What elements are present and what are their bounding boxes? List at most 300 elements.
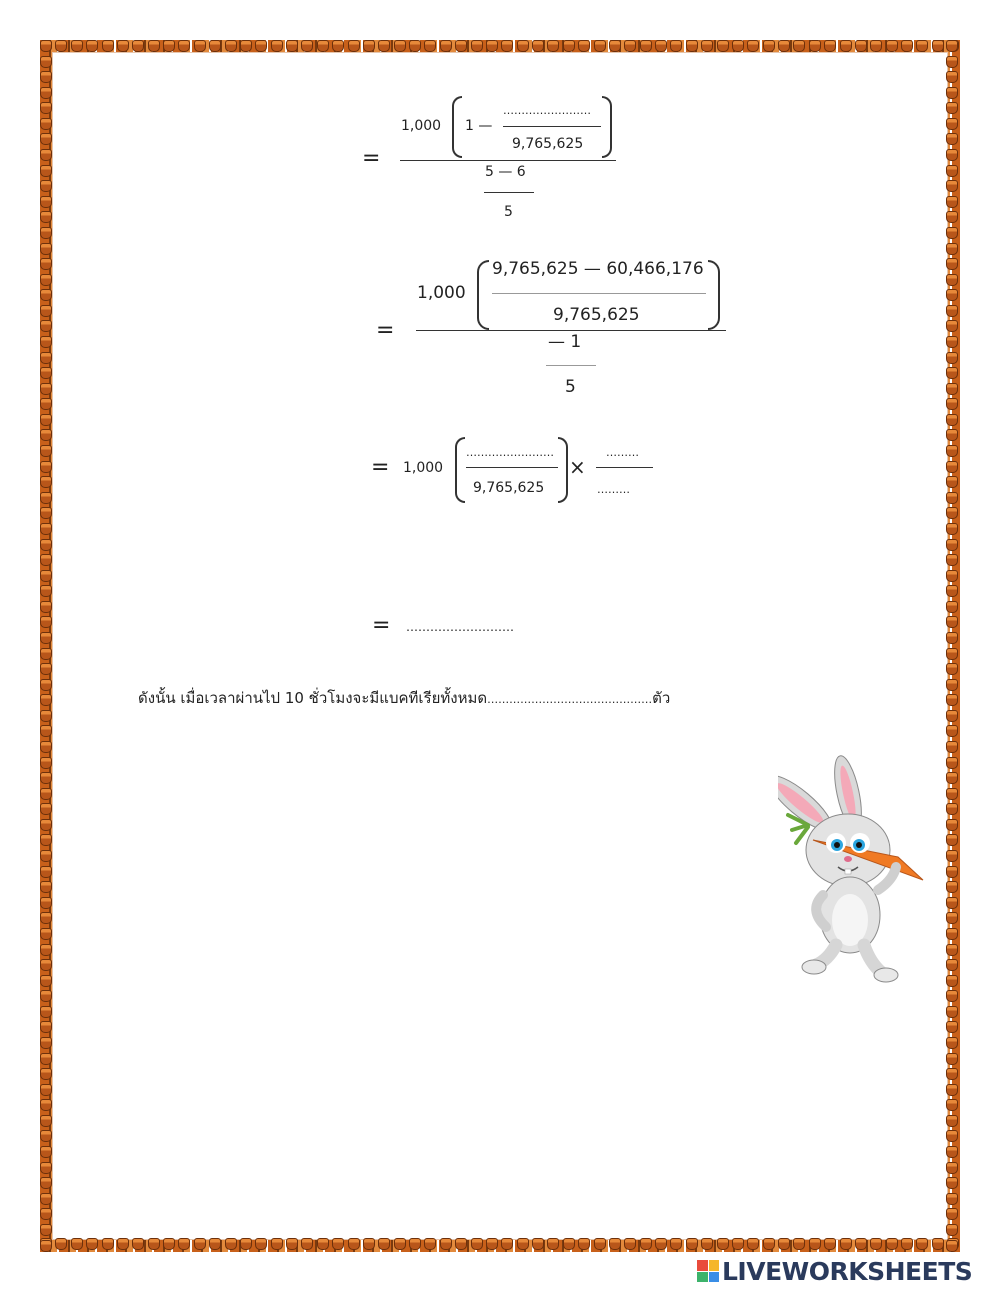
flower-pot-icon xyxy=(578,1238,590,1250)
equals-sign: = xyxy=(371,455,390,480)
flower-pot-icon xyxy=(40,305,52,317)
page-border-inner xyxy=(52,52,948,1240)
flower-pot-icon xyxy=(40,1130,52,1142)
flower-pot-icon xyxy=(40,367,52,379)
flower-pot-icon xyxy=(946,539,958,551)
flower-pot-icon xyxy=(40,274,52,286)
flower-pot-icon xyxy=(348,1238,360,1250)
flower-pot-icon xyxy=(40,383,52,395)
flower-pot-icon xyxy=(747,1238,759,1250)
flower-pot-icon xyxy=(40,679,52,691)
flower-pot-icon xyxy=(40,1162,52,1174)
flower-pot-icon xyxy=(609,1238,621,1250)
flower-pot-icon xyxy=(686,40,698,52)
flower-pot-icon xyxy=(40,87,52,99)
flower-pot-icon xyxy=(946,819,958,831)
times-sign: × xyxy=(569,455,586,479)
liveworksheets-logo[interactable] xyxy=(697,1258,972,1284)
flower-pot-icon xyxy=(946,352,958,364)
flower-pot-icon xyxy=(194,1238,206,1250)
flower-pot-icon xyxy=(40,165,52,177)
flower-pot-icon xyxy=(40,539,52,551)
flower-pot-icon xyxy=(471,1238,483,1250)
flower-pot-icon xyxy=(40,616,52,628)
logo-squares-icon xyxy=(697,1260,719,1282)
multiplier-numerator-blank[interactable]: ……… xyxy=(606,446,639,459)
flower-pot-icon xyxy=(40,1193,52,1205)
flower-pot-icon xyxy=(40,398,52,410)
flower-pot-icon xyxy=(394,1238,406,1250)
coefficient: 1,000 xyxy=(401,118,442,134)
flower-pot-icon xyxy=(455,1238,467,1250)
flower-pot-icon xyxy=(946,180,958,192)
border-left-pots xyxy=(40,40,54,1252)
flower-pot-icon xyxy=(946,243,958,255)
flower-pot-icon xyxy=(117,40,129,52)
flower-pot-icon xyxy=(946,1193,958,1205)
flower-pot-icon xyxy=(40,585,52,597)
flower-pot-icon xyxy=(40,352,52,364)
flower-pot-icon xyxy=(946,772,958,784)
flower-pot-icon xyxy=(455,40,467,52)
flower-pot-icon xyxy=(440,1238,452,1250)
flower-pot-icon xyxy=(701,1238,713,1250)
flower-pot-icon xyxy=(886,1238,898,1250)
flower-pot-icon xyxy=(40,694,52,706)
flower-pot-icon xyxy=(40,772,52,784)
flower-pot-icon xyxy=(40,429,52,441)
flower-pot-icon xyxy=(946,1115,958,1127)
flower-pot-icon xyxy=(40,180,52,192)
multiplier-fraction-bar xyxy=(596,467,653,468)
flower-pot-icon xyxy=(209,1238,221,1250)
flower-pot-icon xyxy=(946,165,958,177)
border-top-pots xyxy=(40,40,960,54)
flower-pot-icon xyxy=(40,1021,52,1033)
flower-pot-icon xyxy=(763,1238,775,1250)
conclusion-answer-blank[interactable]: ……………………………………… xyxy=(487,693,653,706)
flower-pot-icon xyxy=(40,414,52,426)
flower-pot-icon xyxy=(670,1238,682,1250)
flower-pot-icon xyxy=(394,40,406,52)
flower-pot-icon xyxy=(578,40,590,52)
flower-pot-icon xyxy=(946,1006,958,1018)
flower-pot-icon xyxy=(946,71,958,83)
flower-pot-icon xyxy=(946,1068,958,1080)
flower-pot-icon xyxy=(946,367,958,379)
brand-name: LIVEWORKSHEETS xyxy=(722,1256,973,1286)
flower-pot-icon xyxy=(946,461,958,473)
flower-pot-icon xyxy=(901,1238,913,1250)
flower-pot-icon xyxy=(946,523,958,535)
flower-pot-icon xyxy=(901,40,913,52)
fraction-bar xyxy=(492,293,706,294)
flower-pot-icon xyxy=(870,1238,882,1250)
flower-pot-icon xyxy=(946,56,958,68)
flower-pot-icon xyxy=(946,1099,958,1111)
flower-pot-icon xyxy=(532,1238,544,1250)
flower-pot-icon xyxy=(40,118,52,130)
flower-pot-icon xyxy=(946,1177,958,1189)
flower-pot-icon xyxy=(40,834,52,846)
flower-pot-icon xyxy=(271,40,283,52)
flower-pot-icon xyxy=(40,1099,52,1111)
flower-pot-icon xyxy=(517,1238,529,1250)
flower-pot-icon xyxy=(378,40,390,52)
flower-pot-icon xyxy=(40,1177,52,1189)
flower-pot-icon xyxy=(624,1238,636,1250)
flower-pot-icon xyxy=(178,1238,190,1250)
fraction-bar xyxy=(466,467,558,468)
flower-pot-icon xyxy=(71,1238,83,1250)
flower-pot-icon xyxy=(40,1084,52,1096)
flower-pot-icon xyxy=(946,866,958,878)
flower-pot-icon xyxy=(946,149,958,161)
flower-pot-icon xyxy=(40,725,52,737)
flower-pot-icon xyxy=(946,1037,958,1049)
flower-pot-icon xyxy=(409,40,421,52)
flower-pot-icon xyxy=(378,1238,390,1250)
flower-pot-icon xyxy=(255,1238,267,1250)
flower-pot-icon xyxy=(778,40,790,52)
flower-pot-icon xyxy=(55,1238,67,1250)
denominator: 9,765,625 xyxy=(473,480,545,496)
flower-pot-icon xyxy=(946,492,958,504)
flower-pot-icon xyxy=(40,959,52,971)
answer-blank[interactable]: …………………… xyxy=(466,446,554,459)
flower-pot-icon xyxy=(332,40,344,52)
flower-pot-icon xyxy=(363,1238,375,1250)
flower-pot-icon xyxy=(809,1238,821,1250)
flower-pot-icon xyxy=(946,289,958,301)
flower-pot-icon xyxy=(40,1053,52,1065)
conclusion-sentence xyxy=(138,686,670,710)
flower-pot-icon xyxy=(946,912,958,924)
flower-pot-icon xyxy=(778,1238,790,1250)
flower-pot-icon xyxy=(655,1238,667,1250)
flower-pot-icon xyxy=(440,40,452,52)
denominator: 9,765,625 xyxy=(553,305,640,325)
flower-pot-icon xyxy=(40,741,52,753)
flower-pot-icon xyxy=(886,40,898,52)
flower-pot-icon xyxy=(946,320,958,332)
flower-pot-icon xyxy=(946,959,958,971)
flower-pot-icon xyxy=(40,975,52,987)
flower-pot-icon xyxy=(594,1238,606,1250)
flower-pot-icon xyxy=(40,570,52,582)
flower-pot-icon xyxy=(946,601,958,613)
flower-pot-icon xyxy=(732,40,744,52)
left-parenthesis xyxy=(455,437,465,503)
flower-pot-icon xyxy=(40,1208,52,1220)
flower-pot-icon xyxy=(946,554,958,566)
flower-pot-icon xyxy=(946,725,958,737)
flower-pot-icon xyxy=(824,40,836,52)
flower-pot-icon xyxy=(946,102,958,114)
flower-pot-icon xyxy=(946,1084,958,1096)
flower-pot-icon xyxy=(286,40,298,52)
flower-pot-icon xyxy=(747,40,759,52)
flower-pot-icon xyxy=(40,243,52,255)
flower-pot-icon xyxy=(86,40,98,52)
equals-sign: = xyxy=(376,318,395,343)
flower-pot-icon xyxy=(40,71,52,83)
flower-pot-icon xyxy=(946,1130,958,1142)
flower-pot-icon xyxy=(40,258,52,270)
flower-pot-icon xyxy=(501,1238,513,1250)
flower-pot-icon xyxy=(40,102,52,114)
flower-pot-icon xyxy=(86,1238,98,1250)
flower-pot-icon xyxy=(640,1238,652,1250)
flower-pot-icon xyxy=(240,40,252,52)
flower-pot-icon xyxy=(946,336,958,348)
flower-pot-icon xyxy=(332,1238,344,1250)
flower-pot-icon xyxy=(117,1238,129,1250)
bottom-denominator: 5 xyxy=(504,204,513,220)
flower-pot-icon xyxy=(594,40,606,52)
flower-pot-icon xyxy=(946,227,958,239)
flower-pot-icon xyxy=(946,445,958,457)
flower-pot-icon xyxy=(946,1146,958,1158)
flower-pot-icon xyxy=(40,897,52,909)
flower-pot-icon xyxy=(40,632,52,644)
one-minus: 1 — xyxy=(465,118,493,134)
flower-pot-icon xyxy=(946,87,958,99)
flower-pot-icon xyxy=(240,1238,252,1250)
flower-pot-icon xyxy=(946,616,958,628)
flower-pot-icon xyxy=(40,663,52,675)
bottom-numerator: — 1 xyxy=(548,332,582,352)
conclusion-unit: ตัว xyxy=(652,689,671,707)
flower-pot-icon xyxy=(717,1238,729,1250)
flower-pot-icon xyxy=(486,40,498,52)
flower-pot-icon xyxy=(855,1238,867,1250)
final-answer-blank[interactable]: ……………………… xyxy=(406,620,514,634)
bottom-denominator: 5 xyxy=(565,377,576,397)
flower-pot-icon xyxy=(194,40,206,52)
multiplier-denominator-blank[interactable]: ……… xyxy=(597,483,630,496)
flower-pot-icon xyxy=(40,227,52,239)
flower-pot-icon xyxy=(40,990,52,1002)
flower-pot-icon xyxy=(40,710,52,722)
left-parenthesis xyxy=(452,96,462,158)
flower-pot-icon xyxy=(40,850,52,862)
flower-pot-icon xyxy=(40,1006,52,1018)
denominator: 9,765,625 xyxy=(512,136,584,152)
flower-pot-icon xyxy=(932,1238,944,1250)
flower-pot-icon xyxy=(40,336,52,348)
flower-pot-icon xyxy=(870,40,882,52)
flower-pot-icon xyxy=(946,570,958,582)
flower-pot-icon xyxy=(40,40,52,52)
flower-pot-icon xyxy=(163,40,175,52)
flower-pot-icon xyxy=(670,40,682,52)
flower-pot-icon xyxy=(563,40,575,52)
flower-pot-icon xyxy=(40,1115,52,1127)
rabbit-with-carrot-icon xyxy=(778,755,933,985)
flower-pot-icon xyxy=(946,1208,958,1220)
flower-pot-icon xyxy=(609,40,621,52)
flower-pot-icon xyxy=(946,803,958,815)
numerator: 9,765,625 — 60,466,176 xyxy=(492,259,704,279)
flower-pot-icon xyxy=(40,554,52,566)
flower-pot-icon xyxy=(40,757,52,769)
flower-pot-icon xyxy=(40,1240,52,1252)
flower-pot-icon xyxy=(624,40,636,52)
flower-pot-icon xyxy=(946,710,958,722)
flower-pot-icon xyxy=(40,819,52,831)
flower-pot-icon xyxy=(40,320,52,332)
flower-pot-icon xyxy=(40,1068,52,1080)
flower-pot-icon xyxy=(40,944,52,956)
flower-pot-icon xyxy=(717,40,729,52)
conclusion-text: ดังนั้น เมื่อเวลาผ่านไป 10 ชั่วโมงจะมีแบคทีเรียทั้งหมด xyxy=(138,689,488,707)
flower-pot-icon xyxy=(40,881,52,893)
flower-pot-icon xyxy=(40,289,52,301)
flower-pot-icon xyxy=(532,40,544,52)
flower-pot-icon xyxy=(40,445,52,457)
main-fraction-bar xyxy=(416,330,726,331)
flower-pot-icon xyxy=(501,40,513,52)
flower-pot-icon xyxy=(946,1021,958,1033)
flower-pot-icon xyxy=(271,1238,283,1250)
flower-pot-icon xyxy=(946,975,958,987)
coefficient: 1,000 xyxy=(403,460,444,476)
flower-pot-icon xyxy=(102,1238,114,1250)
flower-pot-icon xyxy=(946,211,958,223)
flower-pot-icon xyxy=(132,1238,144,1250)
equals-sign: = xyxy=(372,613,391,638)
flower-pot-icon xyxy=(946,1162,958,1174)
flower-pot-icon xyxy=(946,757,958,769)
left-parenthesis xyxy=(477,260,489,330)
flower-pot-icon xyxy=(932,40,944,52)
flower-pot-icon xyxy=(946,305,958,317)
flower-pot-icon xyxy=(855,40,867,52)
flower-pot-icon xyxy=(732,1238,744,1250)
flower-pot-icon xyxy=(55,40,67,52)
flower-pot-icon xyxy=(40,149,52,161)
flower-pot-icon xyxy=(946,881,958,893)
flower-pot-icon xyxy=(163,1238,175,1250)
flower-pot-icon xyxy=(471,40,483,52)
flower-pot-icon xyxy=(301,40,313,52)
flower-pot-icon xyxy=(946,1224,958,1236)
flower-pot-icon xyxy=(946,648,958,660)
flower-pot-icon xyxy=(563,1238,575,1250)
right-parenthesis xyxy=(602,96,612,158)
fraction-bar xyxy=(503,126,601,127)
main-fraction-bar xyxy=(400,160,616,161)
bottom-numerator: 5 — 6 xyxy=(485,164,526,180)
flower-pot-icon xyxy=(946,834,958,846)
flower-pot-icon xyxy=(178,40,190,52)
flower-pot-icon xyxy=(40,912,52,924)
flower-pot-icon xyxy=(946,133,958,145)
flower-pot-icon xyxy=(348,40,360,52)
flower-pot-icon xyxy=(40,1146,52,1158)
flower-pot-icon xyxy=(301,1238,313,1250)
flower-pot-icon xyxy=(363,40,375,52)
flower-pot-icon xyxy=(946,679,958,691)
answer-blank[interactable]: …………………… xyxy=(503,104,591,117)
right-parenthesis xyxy=(558,437,568,503)
flower-pot-icon xyxy=(486,1238,498,1250)
flower-pot-icon xyxy=(40,803,52,815)
coefficient: 1,000 xyxy=(417,283,466,303)
flower-pot-icon xyxy=(40,507,52,519)
flower-pot-icon xyxy=(40,461,52,473)
flower-pot-icon xyxy=(40,211,52,223)
flower-pot-icon xyxy=(946,196,958,208)
flower-pot-icon xyxy=(286,1238,298,1250)
flower-pot-icon xyxy=(946,585,958,597)
flower-pot-icon xyxy=(946,897,958,909)
bottom-fraction-bar xyxy=(546,365,596,366)
flower-pot-icon xyxy=(840,40,852,52)
flower-pot-icon xyxy=(655,40,667,52)
flower-pot-icon xyxy=(102,40,114,52)
flower-pot-icon xyxy=(946,118,958,130)
flower-pot-icon xyxy=(255,40,267,52)
flower-pot-icon xyxy=(40,492,52,504)
flower-pot-icon xyxy=(317,1238,329,1250)
flower-pot-icon xyxy=(946,507,958,519)
flower-pot-icon xyxy=(40,1037,52,1049)
flower-pot-icon xyxy=(793,1238,805,1250)
flower-pot-icon xyxy=(946,741,958,753)
flower-pot-icon xyxy=(409,1238,421,1250)
flower-pot-icon xyxy=(793,40,805,52)
flower-pot-icon xyxy=(40,523,52,535)
flower-pot-icon xyxy=(946,40,958,52)
flower-pot-icon xyxy=(946,928,958,940)
flower-pot-icon xyxy=(225,1238,237,1250)
bottom-fraction-bar xyxy=(484,192,534,193)
equals-sign: = xyxy=(362,146,381,171)
flower-pot-icon xyxy=(225,40,237,52)
flower-pot-icon xyxy=(946,398,958,410)
flower-pot-icon xyxy=(40,648,52,660)
flower-pot-icon xyxy=(40,56,52,68)
flower-pot-icon xyxy=(148,40,160,52)
flower-pot-icon xyxy=(824,1238,836,1250)
flower-pot-icon xyxy=(40,196,52,208)
border-right-pots xyxy=(946,40,960,1252)
flower-pot-icon xyxy=(946,258,958,270)
flower-pot-icon xyxy=(148,1238,160,1250)
flower-pot-icon xyxy=(40,788,52,800)
flower-pot-icon xyxy=(946,476,958,488)
flower-pot-icon xyxy=(686,1238,698,1250)
flower-pot-icon xyxy=(40,1224,52,1236)
flower-pot-icon xyxy=(946,632,958,644)
flower-pot-icon xyxy=(946,1053,958,1065)
flower-pot-icon xyxy=(640,40,652,52)
flower-pot-icon xyxy=(40,928,52,940)
right-parenthesis xyxy=(708,260,720,330)
flower-pot-icon xyxy=(946,663,958,675)
flower-pot-icon xyxy=(916,40,928,52)
flower-pot-icon xyxy=(946,944,958,956)
flower-pot-icon xyxy=(209,40,221,52)
flower-pot-icon xyxy=(40,601,52,613)
flower-pot-icon xyxy=(547,1238,559,1250)
flower-pot-icon xyxy=(517,40,529,52)
flower-pot-icon xyxy=(946,414,958,426)
flower-pot-icon xyxy=(547,40,559,52)
flower-pot-icon xyxy=(40,133,52,145)
